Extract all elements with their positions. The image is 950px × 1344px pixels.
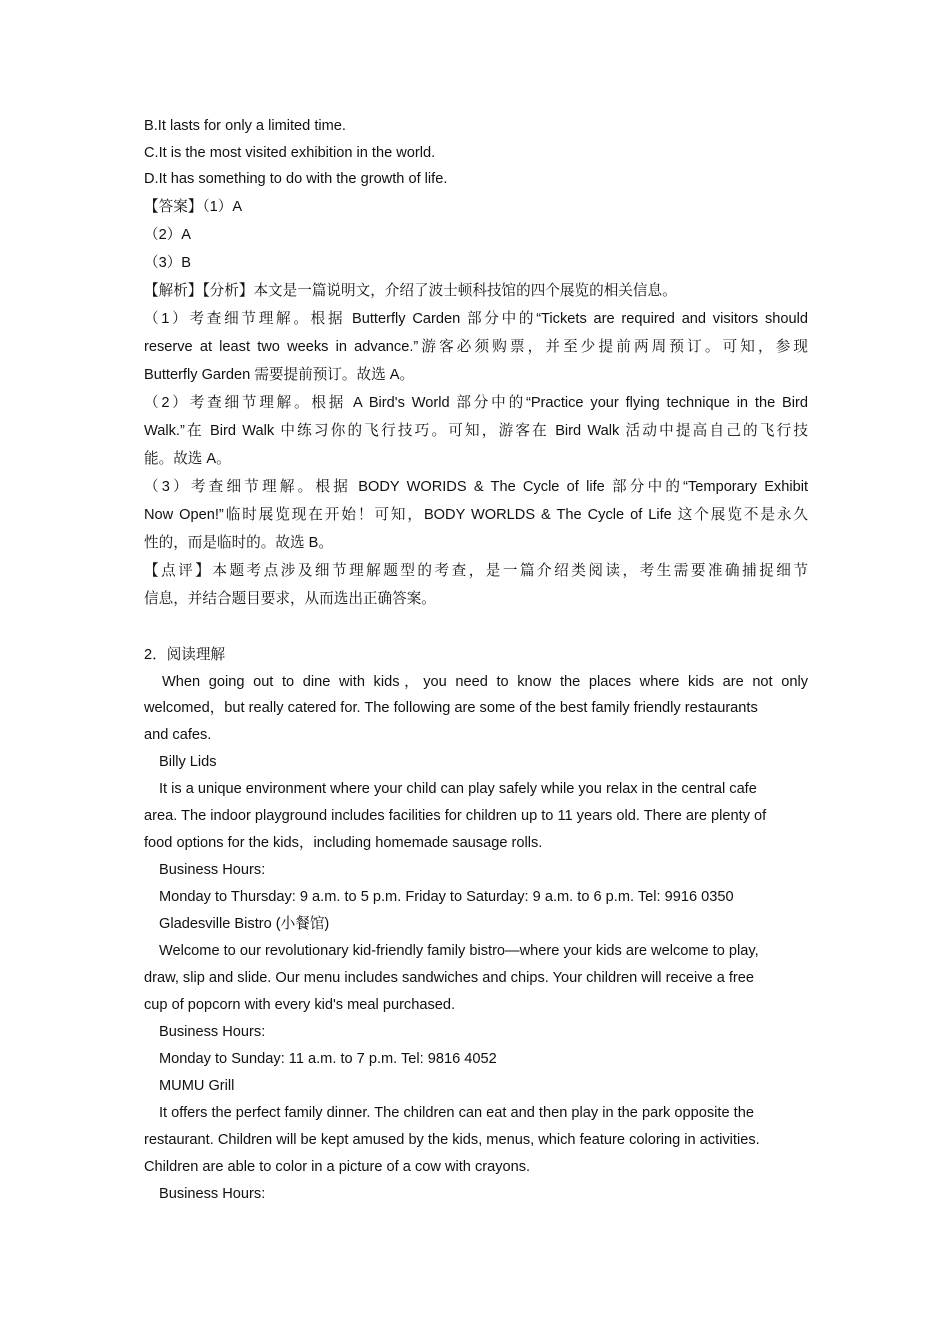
answer-line-2: （2）A [144, 226, 192, 243]
restaurant-desc-line: It is a unique environment where your child can play safely while you relax in the central cafe [159, 781, 757, 797]
restaurant-desc-line: draw, slip and slide. Our menu includes sandwiches and chips. Your children will receive a free [144, 970, 755, 986]
restaurant-desc-line: Welcome to our revolutionary kid-friendly family bistro—where your kids are welcome to play, [159, 943, 759, 959]
restaurant-desc-line: Children are able to color in a picture of a cow with crayons. [144, 1159, 531, 1175]
hours-label: Business Hours: [159, 1024, 266, 1040]
option-b: B.It lasts for only a limited time. [144, 118, 346, 134]
document-page [144, 113, 808, 1208]
analysis-line: 【解析】【分析】本文是一篇说明文，介绍了波士顿科技馆的四个展览的相关信息。 [144, 282, 677, 299]
answer-line-1: 【答案】（1）A [144, 198, 243, 215]
hours-label: Business Hours: [159, 862, 266, 878]
restaurant-desc-line: food options for the kids，including homemade sausage rolls. [144, 835, 543, 851]
analysis-line: 能。故选 A。 [144, 450, 231, 467]
analysis-line: Butterfly Garden 需要提前预订。故选 A。 [144, 366, 415, 383]
analysis-line: （3）考查细节理解。根据 BODY WORIDS & The Cycle of life 部分中的“Temporary Exhibit [144, 478, 808, 495]
restaurant-name: Gladesville Bistro (小餐馆) [159, 916, 330, 932]
restaurant-desc-line: It offers the perfect family dinner. The children can eat and then play in the park opposite the [159, 1105, 754, 1121]
option-c: C.It is the most visited exhibition in the world. [144, 144, 436, 161]
question-heading: 2．阅读理解 [144, 646, 226, 663]
comment-line: 信息，并结合题目要求，从而选出正确答案。 [144, 590, 436, 607]
restaurant-desc-line: cup of popcorn with every kid's meal purchased. [144, 997, 456, 1013]
analysis-line: Now Open!”临时展览现在开始！可知，BODY WORLDS & The Cycle of Life 这个展览不是永久 [144, 506, 808, 523]
intro-line: and cafes. [144, 727, 212, 743]
option-d: D.It has something to do with the growth of life. [144, 171, 448, 187]
intro-line: welcomed，but really catered for. The following are some of the best family friendly restaurants [144, 700, 758, 716]
analysis-line: （2）考查细节理解。根据 A Bird's World 部分中的“Practice your flying technique in the Bird [144, 394, 808, 411]
section-gap [144, 613, 808, 641]
restaurant-name: MUMU Grill [159, 1078, 235, 1094]
restaurant-name: Billy Lids [159, 754, 217, 770]
analysis-line: Walk.”在 Bird Walk 中练习你的飞行技巧。可知，游客在 Bird Walk 活动中提高自己的飞行技 [144, 422, 808, 439]
analysis-line: reserve at least two weeks in advance.”游客必须购票，并至少提前两周预订。可知，参现 [144, 338, 808, 355]
comment-line: 【点评】本题考点涉及细节理解题型的考查，是一篇介绍类阅读，考生需要准确捕捉细节 [144, 562, 808, 579]
restaurant-desc-line: area. The indoor playground includes facilities for children up to 11 years old. There are plenty of [144, 808, 767, 824]
analysis-line: （1）考查细节理解。根据 Butterfly Carden 部分中的“Tickets are required and visitors should [144, 310, 808, 327]
hours-label: Business Hours: [159, 1186, 266, 1202]
hours-value: Monday to Thursday: 9 a.m. to 5 p.m. Friday to Saturday: 9 a.m. to 6 p.m. Tel: 9916 0350 [159, 889, 734, 905]
answer-line-3: （3）B [144, 254, 192, 271]
intro-line: When going out to dine with kids，you need to know the places where kids are not only [162, 673, 808, 690]
restaurant-desc-line: restaurant. Children will be kept amused by the kids, menus, which feature coloring in activities. [144, 1132, 760, 1148]
hours-value: Monday to Sunday: 11 a.m. to 7 p.m. Tel: 9816 4052 [159, 1051, 497, 1067]
analysis-line: 性的，而是临时的。故选 B。 [144, 534, 333, 551]
